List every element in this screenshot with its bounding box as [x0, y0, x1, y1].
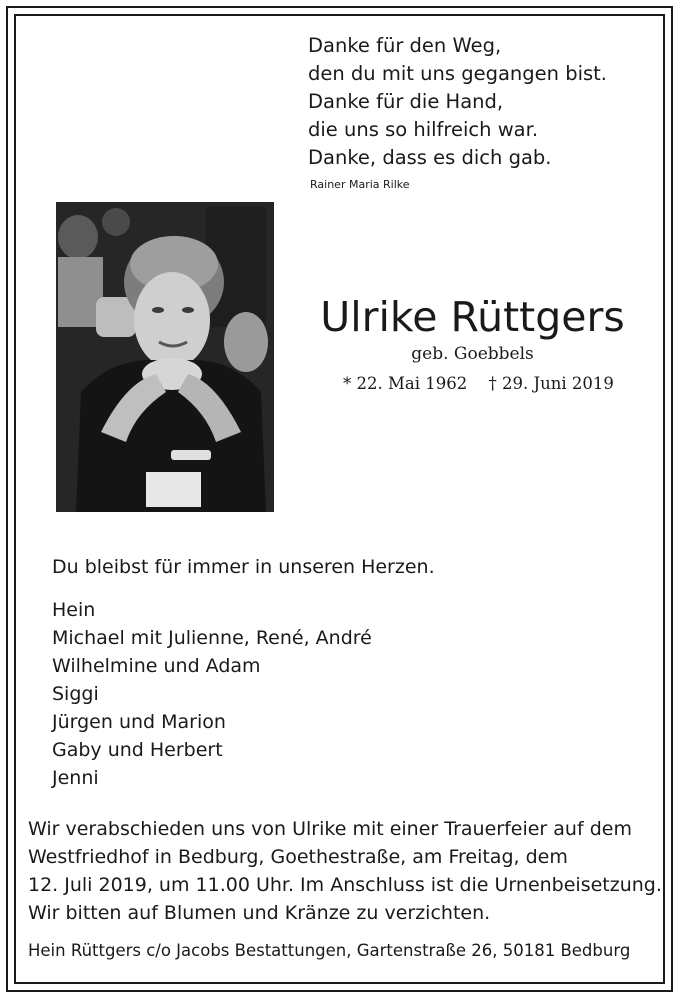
birth-date: * 22. Mai 1962 — [343, 374, 468, 393]
tagline: Du bleibst für immer in unseren Herzen. — [52, 556, 435, 578]
ceremony-notice — [28, 815, 662, 927]
contact-address: Hein Rüttgers c/o Jacobs Bestattungen, Gartenstraße 26, 50181 Bedburg — [28, 941, 631, 960]
ceremony-line: 12. Juli 2019, um 11.00 Uhr. Im Anschluss ist die Urnenbeisetzung. — [28, 874, 662, 896]
maiden-name: geb. Goebbels — [411, 344, 534, 364]
poem-line: Danke für den Weg, — [308, 34, 502, 57]
ceremony-line: Wir bitten auf Blumen und Kränze zu verzichten. — [28, 902, 491, 924]
deceased-name: Ulrike Rüttgers — [320, 293, 625, 341]
family-member: Michael mit Julienne, René, André — [52, 627, 372, 649]
poem-line: Danke, dass es dich gab. — [308, 146, 552, 169]
poem-line: den du mit uns gegangen bist. — [308, 62, 607, 85]
ceremony-line: Westfriedhof in Bedburg, Goethestraße, am Freitag, dem — [28, 846, 568, 868]
poem-line: die uns so hilfreich war. — [308, 118, 539, 141]
poem-line: Danke für die Hand, — [308, 90, 504, 113]
family-member: Siggi — [52, 683, 99, 705]
family-member: Jenni — [52, 767, 99, 789]
ceremony-line: Wir verabschieden uns von Ulrike mit einer Trauerfeier auf dem — [28, 818, 632, 840]
family-list — [52, 596, 372, 792]
portrait-illustration — [56, 202, 274, 512]
life-dates — [343, 374, 614, 393]
death-date: † 29. Juni 2019 — [488, 374, 614, 393]
poem-author: Rainer Maria Rilke — [310, 178, 410, 191]
family-member: Hein — [52, 599, 96, 621]
poem-block — [308, 32, 648, 191]
family-member: Gaby und Herbert — [52, 739, 223, 761]
family-member: Jürgen und Marion — [52, 711, 226, 733]
portrait-photo — [56, 202, 274, 512]
family-member: Wilhelmine und Adam — [52, 655, 261, 677]
